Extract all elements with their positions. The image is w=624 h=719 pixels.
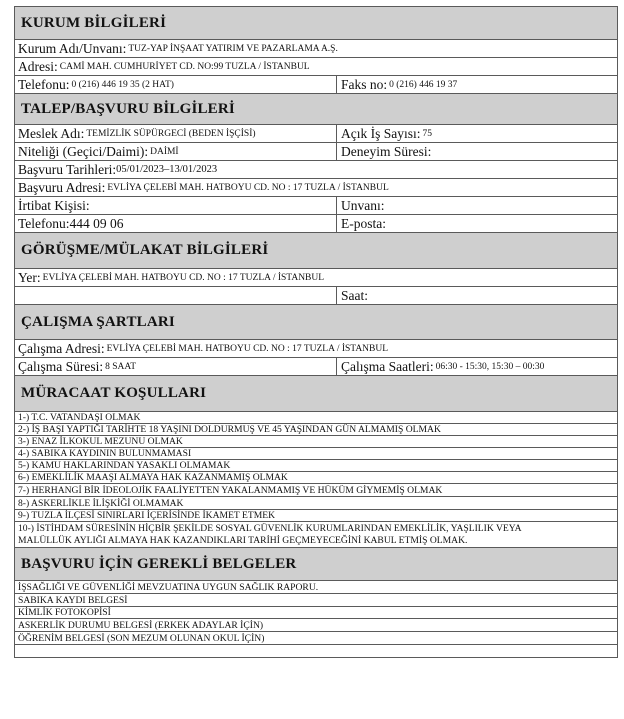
section-muracaat-title: MÜRACAAT KOŞULLARI — [15, 376, 617, 412]
muracaat-item: 4-) SABIKA KAYDININ BULUNMAMASI — [15, 448, 617, 460]
kurum-ad-cell — [15, 40, 617, 57]
belge-item: SABIKA KAYDI BELGESİ — [15, 594, 617, 607]
talep-irtibat-row — [15, 197, 617, 215]
talep-irtibat-cell — [15, 197, 337, 214]
talep-meslek-label: Meslek Adı: — [18, 125, 85, 141]
talep-unvan-label: Unvanı: — [341, 197, 385, 213]
talep-deneyim-cell — [337, 143, 617, 160]
calisma-saat-cell — [337, 358, 617, 375]
muracaat-item-10 — [15, 522, 617, 548]
talep-tel-cell — [15, 215, 337, 232]
kurum-adres-value: CAMİ MAH. CUMHURİYET CD. NO:99 TUZLA / İSTANBUL — [59, 61, 310, 72]
talep-tarih-cell — [15, 161, 617, 178]
talep-acik-cell — [337, 125, 617, 142]
section-calisma-title: ÇALIŞMA ŞARTLARI — [15, 305, 617, 340]
muracaat-item: 9-) TUZLA İLÇESİ SINIRLARI İÇERİSİNDE İKAMET ETMEK — [15, 510, 617, 522]
talep-nitelik-label: Niteliği (Geçici/Daimi): — [18, 143, 149, 159]
talep-badres-value: EVLİYA ÇELEBİ MAH. HATBOYU CD. NO : 17 TUZLA / İSTANBUL — [107, 182, 389, 193]
talep-tarih-row — [15, 161, 617, 179]
calisma-sure-cell — [15, 358, 337, 375]
section-kurum-title: KURUM BİLGİLERİ — [15, 7, 617, 40]
gorusme-yer-label: Yer: — [18, 269, 41, 285]
kurum-adres-label: Adresi: — [18, 58, 58, 74]
kurum-tel-label: Telefonu: — [18, 76, 70, 92]
kurum-faks-label: Faks no: — [341, 76, 388, 92]
muracaat-item: 5-) KAMU HAKLARINDAN YASAKLI OLMAMAK — [15, 460, 617, 472]
gorusme-saat-row — [15, 287, 617, 305]
talep-tel-label: Telefonu: — [18, 215, 70, 231]
belge-item: ASKERLİK DURUMU BELGESİ (ERKEK ADAYLAR İÇİN) — [15, 619, 617, 632]
gorusme-empty-cell — [15, 287, 337, 304]
calisma-adres-cell — [15, 340, 617, 357]
form-bottom-spacer — [15, 645, 617, 658]
calisma-adres-row — [15, 340, 617, 358]
kurum-tel-row — [15, 76, 617, 94]
talep-unvan-cell — [337, 197, 617, 214]
belge-item: KİMLİK FOTOKOPİSİ — [15, 607, 617, 619]
talep-badres-label: Başvuru Adresi: — [18, 179, 106, 195]
talep-eposta-label: E-posta: — [341, 215, 386, 231]
muracaat-item-10-line1: 10-) İSTİHDAM SÜRESİNİN HİÇBİR ŞEKİLDE SOSYAL GÜVENLİK KURUMLARINDAN EMEKLİLİK, YAŞLILIK VEYA — [18, 523, 522, 534]
talep-badres-row — [15, 179, 617, 197]
talep-tel-row — [15, 215, 617, 233]
section-talep-title: TALEP/BAŞVURU BİLGİLERİ — [15, 94, 617, 125]
kurum-ad-value: TUZ-YAP İNŞAAT YATIRIM VE PAZARLAMA A.Ş. — [128, 43, 338, 54]
kurum-tel-cell — [15, 76, 337, 93]
talep-tarih-label: Başvuru Tarihleri: — [18, 161, 117, 177]
calisma-sure-value: 8 SAAT — [105, 361, 137, 372]
muracaat-item: 8-) ASKERLİKLE İLİŞKİĞİ OLMAMAK — [15, 497, 617, 510]
talep-meslek-value: TEMİZLİK SÜPÜRGECİ (BEDEN İŞÇİSİ) — [86, 128, 256, 139]
talep-acik-value: 75 — [422, 128, 432, 139]
calisma-adres-label: Çalışma Adresi: — [18, 340, 105, 356]
kurum-ad-row — [15, 40, 617, 58]
kurum-adres-row — [15, 58, 617, 76]
muracaat-item: 2-) İŞ BAŞI YAPTIĞI TARİHTE 18 YAŞINI DOLDURMUŞ VE 45 YAŞINDAN GÜN ALMAMIŞ OLMAK — [15, 424, 617, 436]
calisma-sure-row — [15, 358, 617, 376]
talep-irtibat-label: İrtibat Kişisi: — [18, 197, 90, 213]
talep-nitelik-cell — [15, 143, 337, 160]
muracaat-item: 1-) T.C. VATANDAŞI OLMAK — [15, 412, 617, 424]
gorusme-yer-value: EVLİYA ÇELEBİ MAH. HATBOYU CD. NO : 17 TUZLA / İSTANBUL — [42, 272, 325, 283]
kurum-faks-cell — [337, 76, 617, 93]
application-form — [14, 6, 618, 658]
talep-tel-value: 444 09 06 — [69, 215, 124, 231]
calisma-adres-value: EVLİYA ÇELEBİ MAH. HATBOYU CD. NO : 17 TUZLA / İSTANBUL — [106, 343, 389, 354]
talep-deneyim-label: Deneyim Süresi: — [341, 143, 432, 159]
talep-badres-cell — [15, 179, 617, 196]
kurum-faks-value: 0 (216) 446 19 37 — [389, 79, 458, 90]
section-belgeler-title: BAŞVURU İÇİN GEREKLİ BELGELER — [15, 548, 617, 581]
kurum-ad-label: Kurum Adı/Unvanı: — [18, 40, 127, 56]
talep-acik-label: Açık İş Sayısı: — [341, 125, 421, 141]
belge-item: ÖĞRENİM BELGESİ (SON MEZUM OLUNAN OKUL İÇİN) — [15, 632, 617, 645]
muracaat-item: 6-) EMEKLİLİK MAAŞI ALMAYA HAK KAZANMAMIŞ OLMAK — [15, 472, 617, 484]
muracaat-item: 3-) ENAZ İLKOKUL MEZUNU OLMAK — [15, 436, 617, 448]
kurum-adres-cell — [15, 58, 617, 75]
gorusme-yer-row — [15, 269, 617, 287]
gorusme-saat-label: Saat: — [341, 287, 368, 303]
muracaat-item-10-line2: MALÜLLÜK AYLIĞI ALMAYA HAK KAZANDIKLARI TARİHİ GEÇMEYECEĞİNİ KABUL ETMİŞ OLMAK. — [18, 535, 468, 546]
talep-meslek-cell — [15, 125, 337, 142]
talep-eposta-cell — [337, 215, 617, 232]
muracaat-item: 7-) HERHANGİ BİR İDEOLOJİK FAALİYETTEN YAKALANMAMIŞ VE HÜKÜM GİYMEMİŞ OLMAK — [15, 484, 617, 497]
section-gorusme-title: GÖRÜŞME/MÜLAKAT BİLGİLERİ — [15, 233, 617, 269]
talep-meslek-row — [15, 125, 617, 143]
calisma-saat-label: Çalışma Saatleri: — [341, 358, 434, 374]
calisma-saat-value: 06:30 - 15:30, 15:30 – 00:30 — [435, 361, 545, 372]
kurum-tel-value: 0 (216) 446 19 35 (2 HAT) — [71, 79, 174, 90]
talep-tarih-value: 05/01/2023–13/01/2023 — [116, 164, 218, 175]
talep-nitelik-row — [15, 143, 617, 161]
gorusme-yer-cell — [15, 269, 617, 286]
talep-nitelik-value: DAİMİ — [150, 146, 179, 157]
calisma-sure-label: Çalışma Süresi: — [18, 358, 104, 374]
belge-item: İŞSAĞLIĞI VE GÜVENLİĞİ MEVZUATINA UYGUN SAĞLIK RAPORU. — [15, 581, 617, 594]
gorusme-saat-cell — [337, 287, 617, 304]
